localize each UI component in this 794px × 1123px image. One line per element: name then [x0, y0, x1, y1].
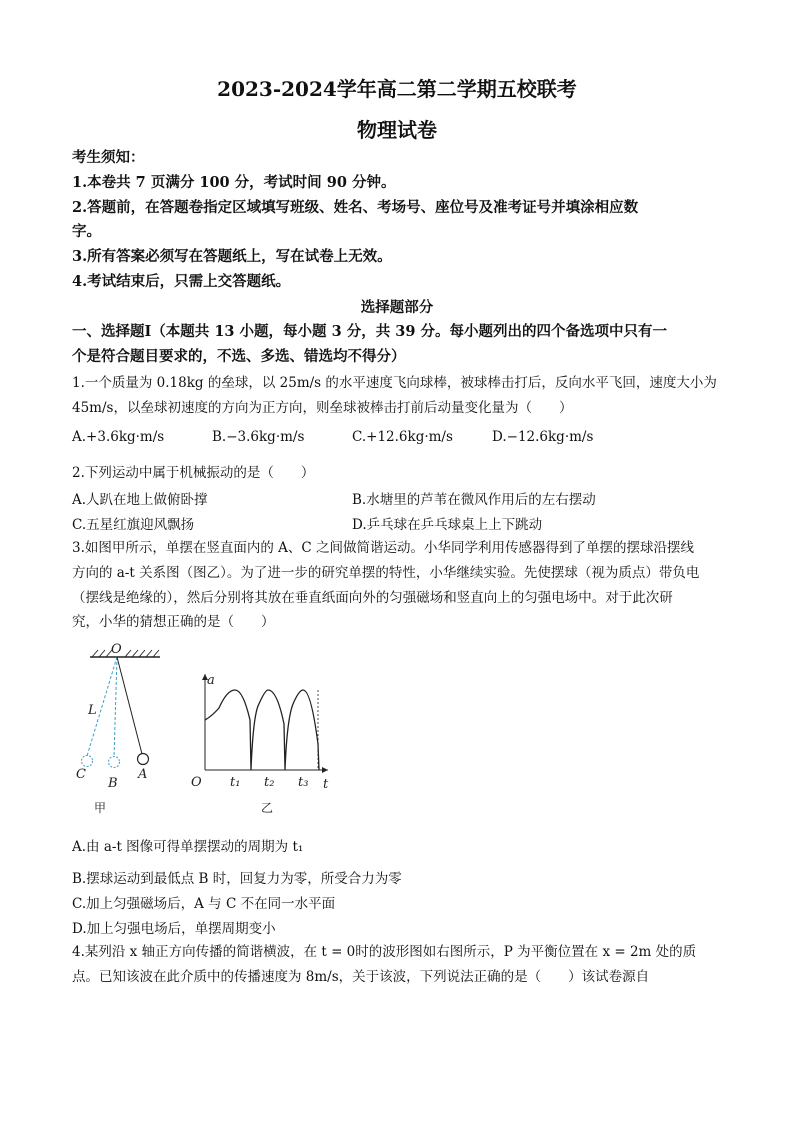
- notice-heading: 考生须知：: [72, 149, 145, 166]
- q1-option-c: C.+12.6kg·m/s: [352, 429, 453, 445]
- q2-stem: 2.下列运动中属于机械振动的是（ ）: [72, 465, 315, 481]
- t2-label: t₂: [264, 775, 275, 790]
- pivot-label: O: [111, 642, 122, 657]
- notice-item: 字。: [72, 223, 101, 240]
- t-axis-arrow: [322, 767, 328, 773]
- t1-label: t₁: [230, 775, 241, 790]
- section-title: 选择题部分: [360, 299, 434, 316]
- acceleration-curve: [205, 690, 319, 770]
- section-instruction: 一、选择题Ⅰ（本题共 13 小题，每小题 3 分，共 39 分。每小题列出的四个备选项中只有一: [72, 323, 668, 340]
- exam-subject: 物理试卷: [357, 118, 437, 142]
- notice-item: 4.考试结束后，只需上交答题纸。: [72, 273, 291, 290]
- q3-option-d: D.加上匀强电场后，单摆周期变小: [72, 921, 276, 937]
- q3-option-b: B.摆球运动到最低点 B 时，回复力为零，所受合力为零: [72, 871, 402, 887]
- bob-a: [138, 754, 149, 765]
- t-axis-label: t: [323, 777, 329, 792]
- q3-stem: 3.如图甲所示，单摆在竖直面内的 A、C 之间做简谐运动。小华同学利用传感器得到了单摆的摆球沿摆线: [72, 540, 695, 556]
- bob-c: [82, 756, 93, 767]
- q3-stem: 方向的 a-t 关系图（图乙）。为了进一步的研究单摆的特性，小华继续实验。先使摆球（视为质点）带负电: [72, 565, 700, 581]
- point-b-label: B: [108, 776, 118, 791]
- notice-item: 1.本卷共 7 页满分 100 分，考试时间 90 分钟。: [72, 174, 396, 191]
- t3-label: t₃: [298, 775, 309, 790]
- bob-b: [109, 757, 120, 768]
- origin-label: O: [191, 775, 202, 790]
- length-label: L: [88, 703, 97, 718]
- q1-stem: 1.一个质量为 0.18kg 的垒球，以 25m/s 的水平速度飞向球棒，被球棒击打后，反向水平飞回，速度大小为: [72, 375, 717, 391]
- notice-item: 3.所有答案必须写在答题纸上，写在试卷上无效。: [72, 248, 392, 265]
- q4-stem: 点。已知该波在此介质中的传播速度为 8m/s，关于该波，下列说法正确的是（ ）该试卷源自: [72, 969, 650, 985]
- q3-option-c: C.加上匀强磁场后，A 与 C 不在同一水平面: [72, 896, 336, 912]
- q2-option-d: D.乒乓球在乒乓球桌上上下跳动: [352, 517, 543, 533]
- ceiling-hatch: [92, 650, 159, 657]
- q3-stem: （摆线是绝缘的），然后分别将其放在垂直纸面向外的匀强磁场和竖直向上的匀强电场中。对于此次研: [72, 590, 673, 606]
- q1-stem: 45m/s，以垒球初速度的方向为正方向，则垒球被棒击打前后动量变化量为（ ）: [72, 400, 573, 416]
- q2-option-b: B.水塘里的芦苇在微风作用后的左右摆动: [352, 492, 596, 508]
- string-at-b: [114, 657, 117, 757]
- q4-stem: 4.某列沿 x 轴正方向传播的简谐横波，在 t = 0时的波形图如右图所示，P 为平衡位置在 x = 2m 处的质: [72, 944, 697, 960]
- caption-jia: 甲: [94, 801, 107, 815]
- exam-title: 2023-2024学年高二第二学期五校联考: [217, 77, 577, 101]
- q3-option-a: A.由 a-t 图像可得单摆摆动的周期为 t₁: [72, 839, 304, 855]
- q1-option-a: A.+3.6kg·m/s: [72, 429, 165, 445]
- string-at-a: [117, 657, 142, 754]
- q1-option-b: B.−3.6kg·m/s: [212, 429, 305, 445]
- q3-stem: 究，小华的猜想正确的是（ ）: [72, 614, 275, 630]
- q2-option-c: C.五星红旗迎风飘扬: [72, 517, 195, 533]
- point-a-label: A: [138, 767, 148, 782]
- notice-item: 2.答题前，在答题卷指定区域填写班级、姓名、考场号、座位号及准考证号并填涂相应数: [72, 199, 639, 216]
- q2-option-a: A.人趴在地上做俯卧撑: [72, 492, 208, 508]
- section-instruction: 个是符合题目要求的，不选、多选、错选均不得分）: [72, 348, 406, 365]
- caption-yi: 乙: [261, 801, 274, 815]
- point-c-label: C: [76, 767, 86, 782]
- pendulum-figure: [72, 640, 182, 818]
- a-t-graph: [185, 664, 335, 818]
- a-axis-label: a: [207, 673, 215, 688]
- q1-option-d: D.−12.6kg·m/s: [492, 429, 594, 445]
